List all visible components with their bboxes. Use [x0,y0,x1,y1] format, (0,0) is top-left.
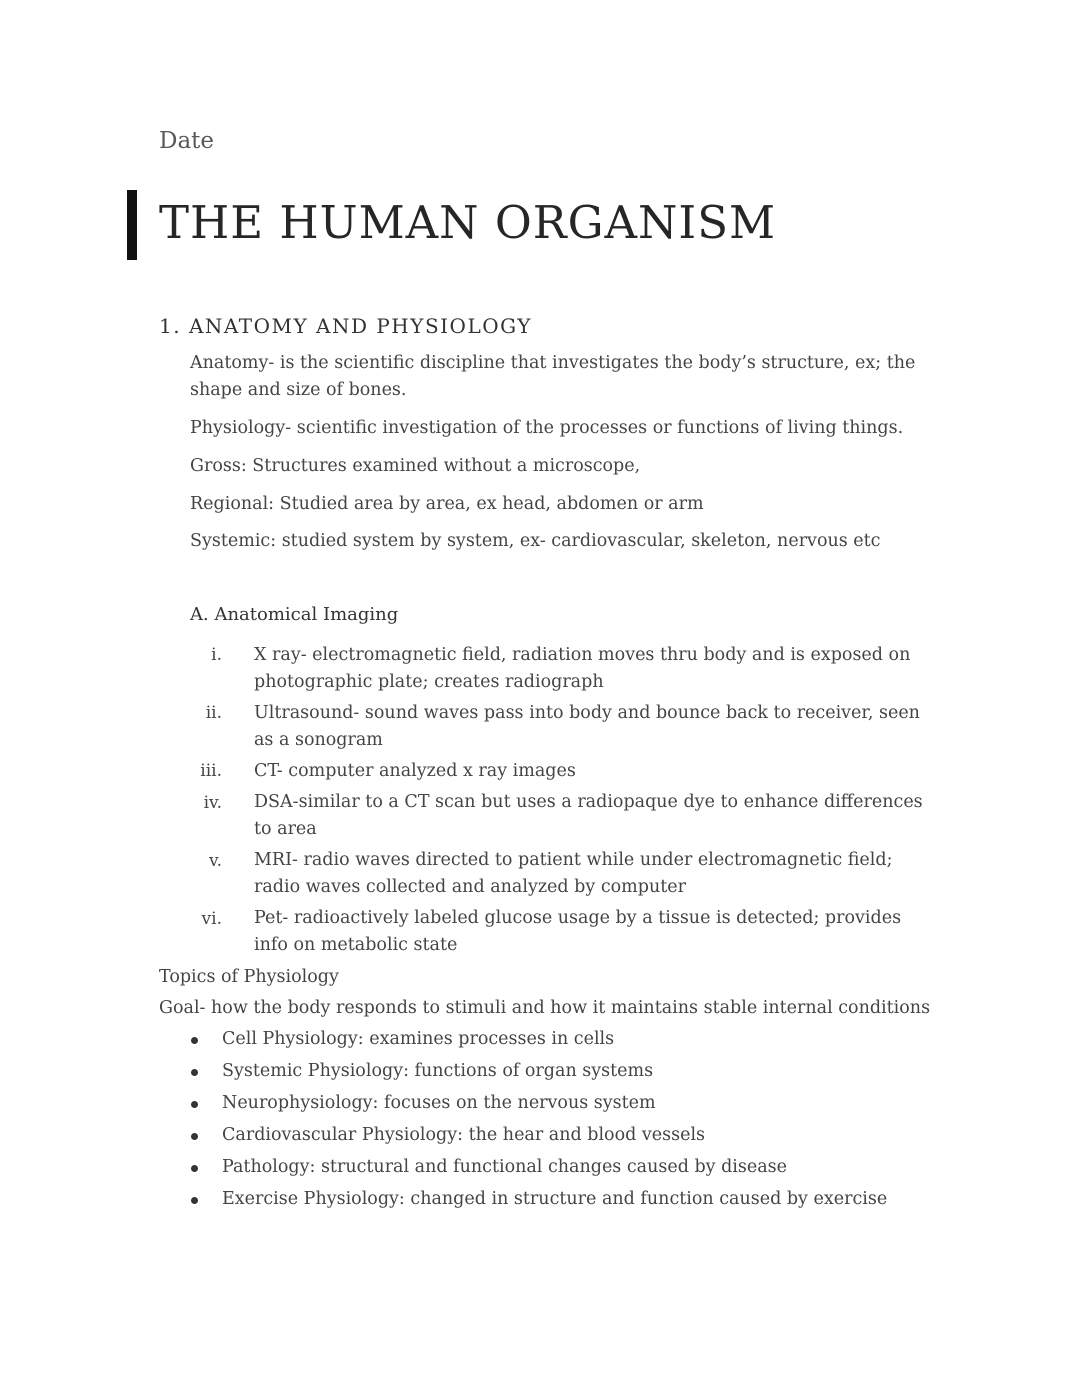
paragraph-physiology: Physiology- scientific investigation of the processes or functions of living things. [190,418,904,438]
list-item-dsa: DSA-similar to a CT scan but uses a radiopaque dye to enhance differences to area [254,792,923,839]
list-item-number: iv. [203,793,222,813]
topics-heading: Topics of Physiology [159,967,339,987]
list-item-xray: X ray- electromagnetic field, radiation moves thru body and is exposed on photographic plate; creates radiograph [254,645,911,692]
bullet-dot [191,1101,198,1108]
bullet-dot [191,1197,198,1204]
bullet-dot [191,1037,198,1044]
date-label: Date [159,128,215,154]
bullet-dot [191,1133,198,1140]
list-item-number: vi. [201,909,222,929]
list-item-number: iii. [200,761,222,781]
bullet-dot [191,1069,198,1076]
subsection-heading: A. Anatomical Imaging [190,604,399,625]
list-item-mri: MRI- radio waves directed to patient while under electromagnetic field; radio waves collected and analyzed by computer [254,850,893,897]
bullet-dot [191,1165,198,1172]
document-title: THE HUMAN ORGANISM [159,196,777,249]
paragraph-gross: Gross: Structures examined without a microscope, [190,456,641,476]
bullet-item: Pathology: structural and functional changes caused by disease [222,1157,788,1177]
list-item-ct: CT- computer analyzed x ray images [254,761,576,781]
list-item-number: v. [209,851,222,871]
bullet-item: Cell Physiology: examines processes in cells [222,1029,615,1049]
list-item-pet: Pet- radioactively labeled glucose usage by a tissue is detected; provides info on metabolic state [254,908,902,955]
paragraph-regional: Regional: Studied area by area, ex head, abdomen or arm [190,494,704,514]
bullet-item: Cardiovascular Physiology: the hear and blood vessels [222,1125,706,1145]
bullet-item: Neurophysiology: focuses on the nervous system [222,1093,656,1113]
section-heading: 1. ANATOMY AND PHYSIOLOGY [159,314,532,338]
title-accent-bar [127,190,137,260]
paragraph-anatomy: Anatomy- is the scientific discipline that investigates the body’s structure, ex; the shape and size of bones. [190,353,916,400]
bullet-item: Exercise Physiology: changed in structure and function caused by exercise [222,1189,888,1209]
bullet-item: Systemic Physiology: functions of organ systems [222,1061,654,1081]
list-item-number: ii. [205,703,222,723]
paragraph-systemic: Systemic: studied system by system, ex- cardiovascular, skeleton, nervous etc [190,531,881,551]
topics-goal: Goal- how the body responds to stimuli and how it maintains stable internal conditions [159,998,931,1018]
list-item-number: i. [211,645,222,665]
list-item-ultrasound: Ultrasound- sound waves pass into body and bounce back to receiver, seen as a sonogram [254,703,920,750]
